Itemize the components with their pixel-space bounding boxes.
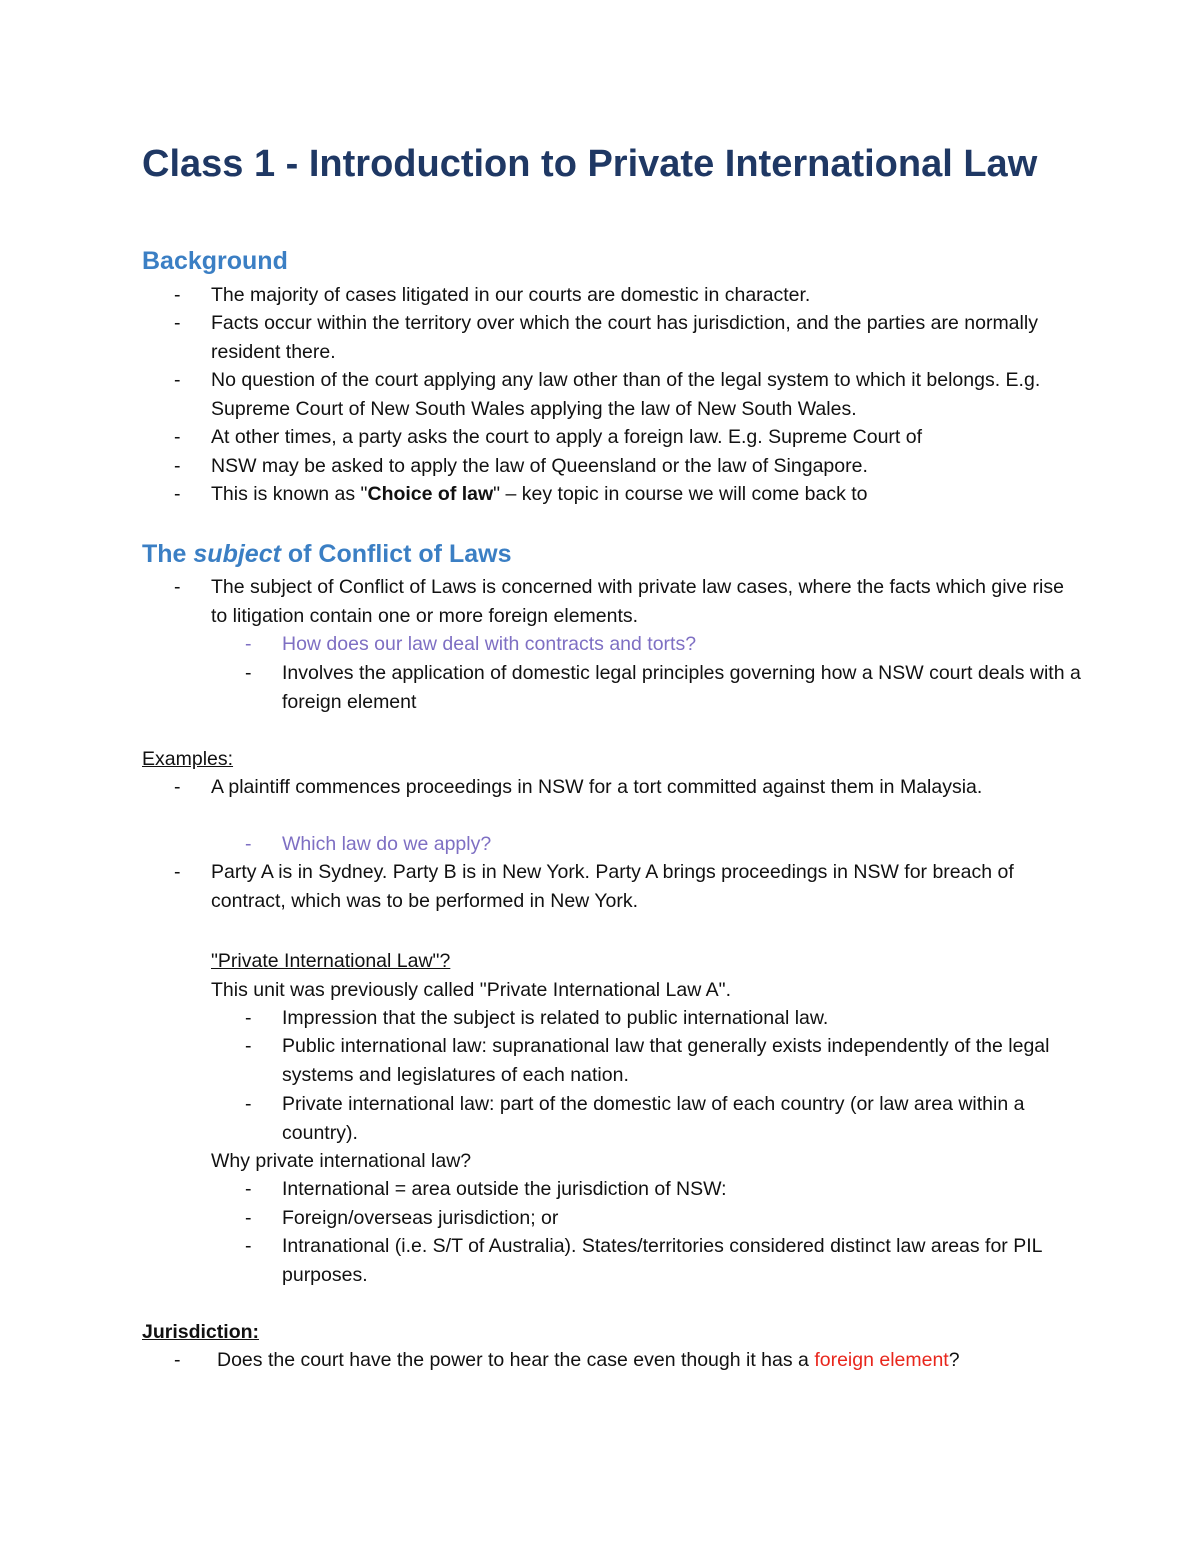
list-item [174, 423, 1081, 452]
list-item [174, 773, 1081, 802]
bullet-dash: - [174, 455, 181, 477]
bullet-dash: - [174, 369, 181, 391]
list-item-text: Involves the application of domestic legal principles governing how a NSW court deals with a foreign element [282, 662, 1081, 713]
list-item-text: ? [948, 1349, 960, 1371]
heading-text: The [142, 540, 194, 568]
list-item-text: This is known as " [211, 483, 368, 505]
sub-list-item [245, 1232, 1082, 1289]
heading-emphasis: subject [193, 540, 281, 568]
foreign-element-highlight: foreign element [814, 1349, 949, 1371]
bullet-dash: - [245, 1035, 252, 1057]
list-item-text: At other times, a party asks the court to apply a foreign law. E.g. Supreme Court of [211, 426, 923, 448]
page-title: Class 1 - Introduction to Private International Law [142, 143, 1038, 185]
list-item [174, 309, 1081, 366]
bullet-dash: - [245, 1007, 252, 1029]
list-item-text: Foreign/overseas jurisdiction; or [282, 1207, 559, 1229]
list-item [174, 281, 1081, 310]
list-item-text: International = area outside the jurisdiction of NSW: [282, 1178, 727, 1200]
list-item-text: Party A is in Sydney. Party B is in New York. Party A brings proceedings in NSW for breach of contract, which was to be performed in New York. [211, 861, 1014, 912]
list-item [174, 858, 1081, 915]
examples-label: Examples: [142, 748, 234, 770]
sub-list-item [245, 830, 1082, 859]
list-item-text: Private international law: part of the domestic law of each country (or law area within a country). [282, 1093, 1025, 1144]
choice-of-law-term: Choice of law [367, 483, 494, 505]
list-item-text: The majority of cases litigated in our courts are domestic in character. [211, 284, 811, 306]
list-item-text: Does the court have the power to hear the case even though it has a [217, 1349, 815, 1371]
bullet-dash: - [174, 284, 181, 306]
sub-list-item [245, 1004, 1082, 1033]
list-item-text: The subject of Conflict of Laws is concerned with private law cases, where the facts which give rise to litigation contain one or more foreign elements. [211, 576, 1064, 627]
pil-intro: This unit was previously called "Private International Law A". [211, 979, 732, 1001]
bullet-dash: - [174, 426, 181, 448]
sub-list-item [245, 1032, 1082, 1089]
list-item-text: Facts occur within the territory over which the court has jurisdiction, and the parties are normally resident there. [211, 312, 1038, 363]
background-heading: Background [142, 247, 288, 275]
bullet-dash: - [174, 776, 181, 798]
list-item-text: Public international law: supranational law that generally exists independently of the legal systems and legislatures of each nation. [282, 1035, 1050, 1086]
bullet-dash: - [174, 1349, 181, 1371]
sub-list-item [245, 1090, 1082, 1147]
bullet-dash: - [174, 483, 181, 505]
list-item-text: " – key topic in course we will come back to [493, 483, 868, 505]
jurisdiction-heading: Jurisdiction: [142, 1321, 260, 1343]
list-item-text: How does our law deal with contracts and torts? [282, 633, 697, 655]
list-item-text: Which law do we apply? [282, 833, 492, 855]
bullet-dash: - [245, 633, 252, 655]
bullet-dash: - [174, 576, 181, 598]
sub-list-item [245, 1204, 1082, 1233]
bullet-dash: - [245, 1178, 252, 1200]
bullet-dash: - [245, 1235, 252, 1257]
why-pil: Why private international law? [211, 1150, 472, 1172]
heading-text: of Conflict of Laws [280, 540, 512, 568]
sub-list-item [245, 630, 1082, 659]
list-item [174, 1346, 1097, 1375]
pil-heading: "Private International Law"? [211, 950, 451, 972]
bullet-dash: - [245, 1093, 252, 1115]
list-item [174, 480, 1081, 509]
list-item [174, 366, 1081, 423]
sub-list-item [245, 1175, 1082, 1204]
list-item [174, 573, 1081, 630]
bullet-dash: - [245, 662, 252, 684]
list-item-text: NSW may be asked to apply the law of Queensland or the law of Singapore. [211, 455, 868, 477]
bullet-dash: - [245, 1207, 252, 1229]
list-item-text: A plaintiff commences proceedings in NSW for a tort committed against them in Malaysia. [211, 776, 983, 798]
list-item-text: Impression that the subject is related to public international law. [282, 1007, 829, 1029]
list-item-text: No question of the court applying any law other than of the legal system to which it belongs. E.g. Supreme Court of New South Wales applying the law of New South Wales. [211, 369, 1041, 420]
list-item [174, 452, 1081, 481]
bullet-dash: - [245, 833, 252, 855]
sub-list-item [245, 659, 1082, 716]
list-item-text: Intranational (i.e. S/T of Australia). States/territories considered distinct law areas for PIL purposes. [282, 1235, 1042, 1286]
subject-heading [142, 539, 511, 569]
bullet-dash: - [174, 861, 181, 883]
bullet-dash: - [174, 312, 181, 334]
